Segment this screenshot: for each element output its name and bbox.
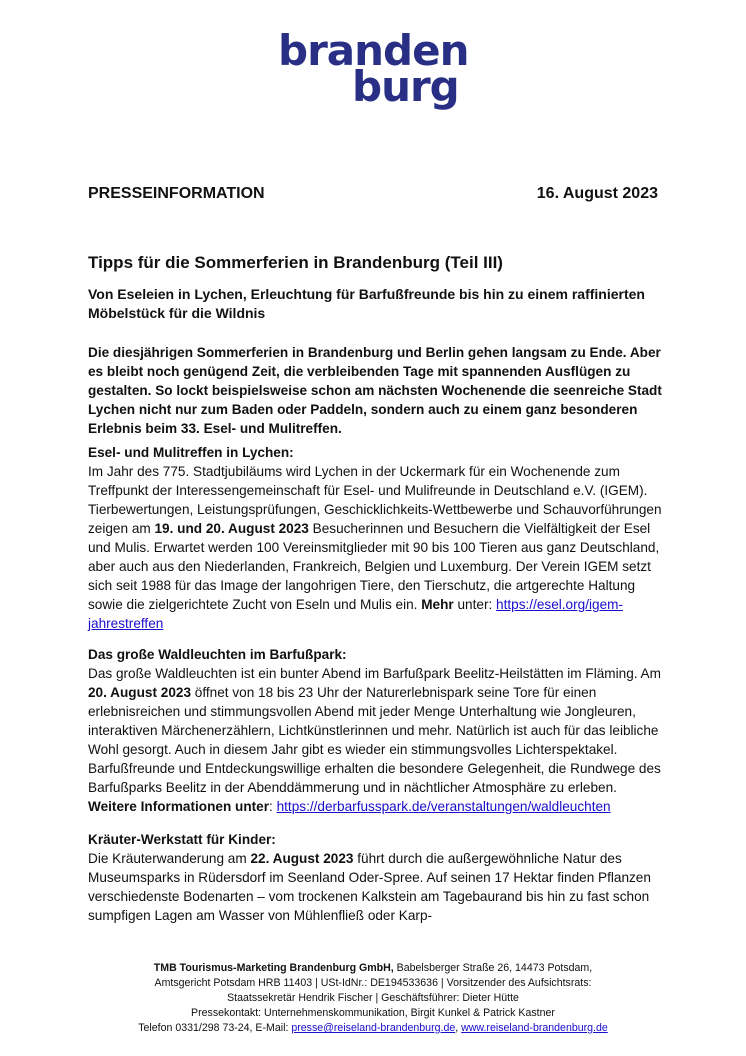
press-date: 16. August 2023 xyxy=(536,185,658,202)
section-kraeuter xyxy=(88,830,663,925)
logo-line-1: branden xyxy=(278,26,469,75)
section-heading: Das große Waldleuchten im Barfußpark: xyxy=(88,647,347,662)
date-highlight: 22. August 2023 xyxy=(250,851,354,866)
section-heading: Kräuter-Werkstatt für Kinder: xyxy=(88,832,276,847)
press-header xyxy=(88,185,658,203)
footer-line-1 xyxy=(60,961,686,976)
footer-line-5 xyxy=(60,1021,686,1036)
page-subtitle: Von Eseleien in Lychen, Erleuchtung für Barfußfreunde bis hin zu einem raffinierten Möbelstück für die Wildnis xyxy=(88,286,645,321)
date-highlight: 19. und 20. August 2023 xyxy=(154,521,309,536)
body-text: : xyxy=(269,799,277,814)
phone-email-label: Telefon 0331/298 73-24, E-Mail: xyxy=(138,1022,292,1034)
more-label: Weitere Informationen unter xyxy=(88,799,270,814)
footer-line-3: Staatssekretär Hendrik Fischer | Geschäftsführer: Dieter Hütte xyxy=(227,992,519,1004)
website-link[interactable]: www.reiseland-brandenburg.de xyxy=(461,1022,608,1034)
section-esel xyxy=(88,443,663,633)
separator: , xyxy=(455,1022,462,1034)
section-body xyxy=(88,664,663,816)
body-text: öffnet von 18 bis 23 Uhr der Naturerlebnispark seine Tore für einen erlebnisreichen und stimmungsvollen Abend mit jeder Menge Unterhaltung wie Jongleuren, interaktiven Märchenerzählern, Lichtkünstlerinnen und mehr. Natürlich ist auch für das leibliche Wohl gesorgt. Auch in diesem Jahr gibt es wieder ein stimmungsvolles Lichterspektakel. Barfußfreunde und Entdeckungswillige erhalten die besondere Gelegenheit, die Rundwege des Barfußparks Beelitz in der Abenddämmerung und in nächtlicher Atmosphäre zu erleben. xyxy=(88,685,661,795)
company-name: TMB Tourismus-Marketing Brandenburg GmbH, xyxy=(153,962,394,974)
press-label: PRESSEINFORMATION xyxy=(88,185,265,202)
page-title: Tipps für die Sommerferien in Brandenburg (Teil III) xyxy=(88,253,503,272)
body-text: Das große Waldleuchten ist ein bunter Abend im Barfußpark Beelitz-Heilstätten im Fläming. Am xyxy=(88,666,661,681)
more-label: Mehr xyxy=(421,597,454,612)
footer-line-2: Amtsgericht Potsdam HRB 11403 | USt-IdNr.: DE194533636 | Vorsitzender des Aufsichtsrats: xyxy=(154,977,592,989)
footer xyxy=(60,961,686,1036)
footer-line-4: Pressekontakt: Unternehmenskommunikation, Birgit Kunkel & Patrick Kastner xyxy=(191,1007,555,1019)
section-body xyxy=(88,849,663,925)
lead-paragraph: Die diesjährigen Sommerferien in Brandenburg und Berlin gehen langsam zu Ende. Aber es bleibt noch genügend Zeit, die verbleibenden Tage mit spannenden Ausflügen zu gestalten. So lockt beispielsweise schon am nächsten Wochenende die seenreiche Stadt Lychen nicht nur zum Baden oder Paddeln, sondern auch zu einem ganz besonderen Erlebnis beim 33. Esel- und Mulitreffen. xyxy=(88,345,662,436)
body-text: Besucherinnen und Besuchern die Vielfältigkeit der Esel und Mulis. Erwartet werden 100 Vereinsmitglieder mit 90 bis 100 Tieren aus ganz Deutschland, aber auch aus den Niederlanden, Frankreich, Belgien und Luxemburg. Der Verein IGEM setzt sich seit 1988 für das Image der langohrigen Tiere, den Tierschutz, die artgerechte Haltung sowie die zielgerichtete Zucht von Eseln und Mulis ein. xyxy=(88,521,660,612)
email-link[interactable]: presse@reiseland-brandenburg.de xyxy=(291,1022,456,1034)
section-body xyxy=(88,462,663,633)
date-highlight: 20. August 2023 xyxy=(88,685,192,700)
esel-link[interactable]: https://esel.org/igem-jahrestreffen xyxy=(88,597,623,631)
company-address: Babelsberger Straße 26, 14473 Potsdam, xyxy=(393,962,593,974)
body-text: Im Jahr des 775. Stadtjubiläums wird Lychen in der Uckermark für ein Wochenende zum Treffpunkt der Interessengemeinschaft für Esel- und Mulifreunde in Deutschland e.V. (IGEM). Tierbewertungen, Leistungsprüfungen, Geschicklichkeits-Wettbewerbe und Schauvorführungen zeigen am xyxy=(88,464,662,536)
section-waldleuchten xyxy=(88,645,663,816)
brandenburg-logo xyxy=(278,26,469,120)
body-text: führt durch die außergewöhnliche Natur des Museumsparks in Rüdersdorf im Seenland Oder-Spree. Auf seinen 17 Hektar finden Pflanzen verschiedenste Bodenarten – vom trockenen Kalkstein am Tagebaurand bis hin zu fast schon sumpfigen Lagen am Wasser von Mühlenfließ oder Karp- xyxy=(88,851,651,923)
body-text: Die Kräuterwanderung am xyxy=(88,851,251,866)
section-heading: Esel- und Mulitreffen in Lychen: xyxy=(88,445,294,460)
barfusspark-link[interactable]: https://derbarfusspark.de/veranstaltungen/waldleuchten xyxy=(276,799,611,814)
body-text: unter: xyxy=(453,597,497,612)
logo-line-2: burg xyxy=(352,62,459,111)
